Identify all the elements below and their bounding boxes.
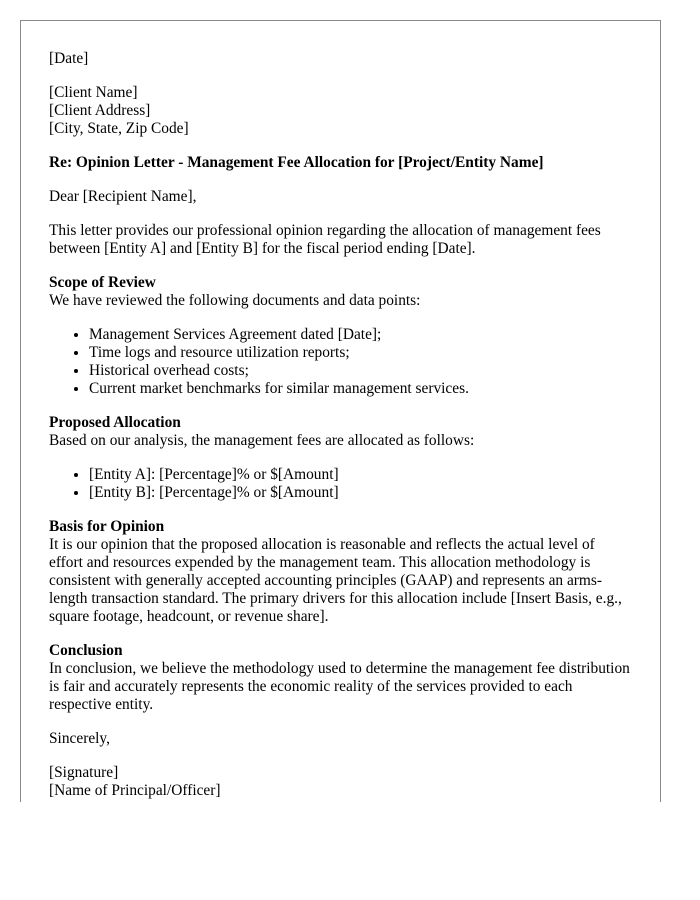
letter-body [49, 50, 632, 800]
allocation-text: Based on our analysis, the management fees are allocated as follows: [49, 432, 475, 449]
client-address: [Client Address] [49, 102, 151, 119]
signer-name: [Name of Principal/Officer] [49, 782, 221, 799]
closing: Sincerely, [49, 730, 110, 747]
letter-page [20, 20, 661, 802]
basis-text: It is our opinion that the proposed allocation is reasonable and reflects the actual level of effort and resources expended by the management team. This allocation methodology is consistent with generally accepted accounting principles (GAAP) and represents an arms-length transaction standard. The primary drivers for this allocation include [Insert Basis, e.g., square footage, headcount, or revenue share]. [49, 536, 622, 625]
basis-title: Basis for Opinion [49, 518, 165, 535]
list-item: • [Entity A]: [Percentage]% or $[Amount] [89, 466, 632, 484]
scope-section [49, 274, 632, 310]
scope-title: Scope of Review [49, 274, 156, 291]
subject-line: Re: Opinion Letter - Management Fee Allocation for [Project/Entity Name] [49, 154, 544, 171]
client-city-state-zip: [City, State, Zip Code] [49, 120, 189, 137]
basis-section [49, 518, 632, 626]
conclusion-text: In conclusion, we believe the methodology used to determine the management fee distribution is fair and accurately represents the economic reality of the services provided to each respective entity. [49, 660, 630, 713]
conclusion-section [49, 642, 632, 714]
salutation: Dear [Recipient Name], [49, 188, 197, 205]
client-block [49, 84, 632, 138]
allocation-list [49, 466, 632, 502]
list-item: • Management Services Agreement dated [Date]; [89, 326, 632, 344]
client-name: [Client Name] [49, 84, 138, 101]
scope-list [49, 326, 632, 398]
signature: [Signature] [49, 764, 119, 781]
list-item: • Current market benchmarks for similar management services. [89, 380, 632, 398]
list-item: • [Entity B]: [Percentage]% or $[Amount] [89, 484, 632, 502]
conclusion-title: Conclusion [49, 642, 123, 659]
allocation-title: Proposed Allocation [49, 414, 181, 431]
allocation-section [49, 414, 632, 450]
list-item: • Historical overhead costs; [89, 362, 632, 380]
scope-text: We have reviewed the following documents and data points: [49, 292, 421, 309]
list-item: • Time logs and resource utilization reports; [89, 344, 632, 362]
intro-paragraph: This letter provides our professional opinion regarding the allocation of management fees between [Entity A] and [Entity B] for the fiscal period ending [Date]. [49, 222, 601, 257]
signature-block [49, 764, 632, 800]
letter-date: [Date] [49, 50, 89, 67]
